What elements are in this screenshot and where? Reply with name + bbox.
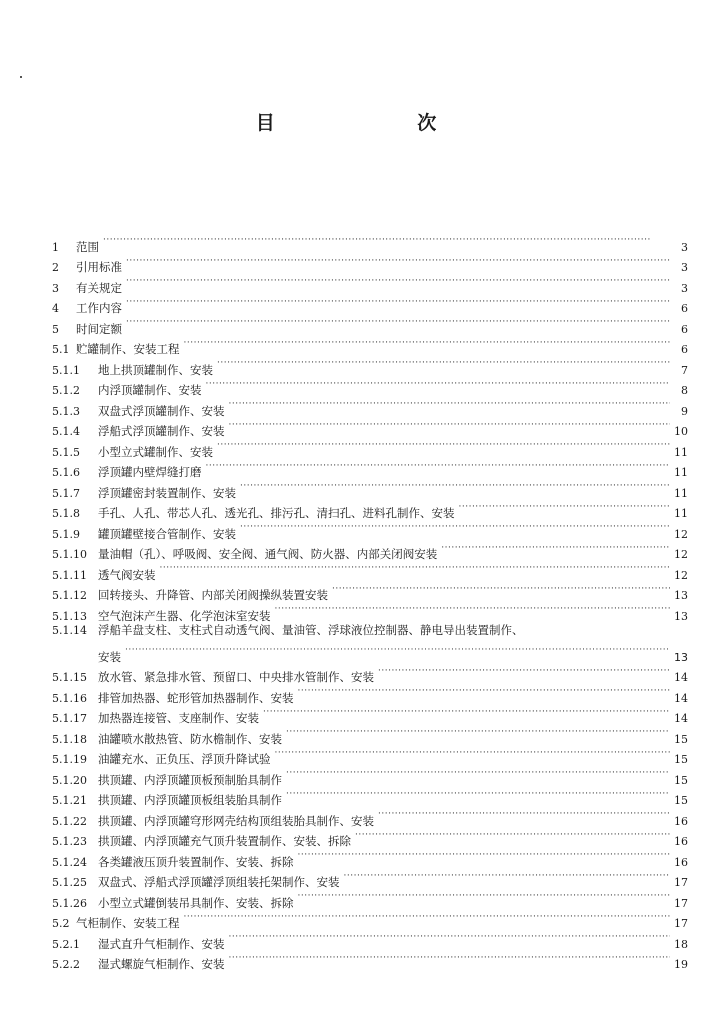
toc-entry-number: 5.1.8 [52, 507, 80, 520]
toc-dot-leader [126, 292, 670, 313]
toc-dot-leader [378, 661, 670, 682]
toc-entry-title: 引用标准 [76, 260, 122, 274]
toc-entry-page: 15 [674, 753, 688, 766]
toc-entry-title: 内浮顶罐制作、安装 [98, 383, 202, 397]
toc-dot-leader [344, 866, 671, 887]
toc-entry-page: 6 [681, 343, 688, 356]
toc-entry [52, 271, 688, 295]
toc-entry-page: 13 [674, 650, 688, 664]
toc-entry-page: 11 [674, 486, 688, 500]
toc-entry-number: 5.1.26 [52, 896, 87, 910]
toc-entry-number: 3 [52, 281, 59, 295]
toc-entry-title: 湿式螺旋气柜制作、安装 [98, 957, 225, 971]
toc-entry [52, 312, 688, 336]
toc-dot-leader [206, 374, 671, 395]
toc-dot-leader [355, 825, 670, 846]
toc-entry-number: 5.1.3 [52, 404, 80, 418]
toc-dot-leader [125, 640, 670, 661]
toc-dot-leader [240, 476, 670, 497]
toc-entry-title: 排管加热器、蛇形管加热器制作、安装 [98, 690, 294, 705]
toc-dot-leader [217, 353, 670, 374]
toc-entry-title: 范围 [76, 239, 99, 254]
toc-entry-line [52, 620, 688, 641]
toc-entry-page: 18 [674, 937, 688, 951]
toc-entry-number: 5.1.23 [52, 835, 87, 848]
toc-entry-number: 5.1.22 [52, 814, 87, 828]
toc-dot-leader [298, 845, 671, 866]
toc-entry-page: 3 [681, 281, 688, 295]
toc-entry-title: 湿式直升气柜制作、安装 [98, 936, 225, 951]
toc-entry-line [52, 251, 688, 272]
toc-entry-number: 5.1.24 [52, 855, 87, 869]
toc-entry-number: 5.1.11 [52, 568, 87, 582]
toc-entry [52, 292, 688, 313]
toc-entry-page: 12 [674, 548, 688, 561]
toc-entry-title: 双盘式、浮船式浮顶罐浮顶组装托架制作、安装 [98, 875, 340, 889]
toc-entry-number: 5.1.15 [52, 671, 87, 684]
toc-entry-line [52, 271, 688, 295]
toc-entry-page: 14 [674, 671, 688, 684]
toc-dot-leader [275, 599, 671, 620]
toc-entry-line [52, 661, 688, 682]
toc-entry-number: 5.1.10 [52, 548, 87, 561]
toc-entry-number: 4 [52, 302, 59, 315]
toc-dot-leader [332, 579, 670, 600]
toc-entry-number: 5.1.18 [52, 732, 87, 746]
toc-entry-number: 5.1.1 [52, 363, 80, 377]
toc-entry-title: 手孔、人孔、带芯人孔、透光孔、排污孔、清扫孔、进料孔制作、安装 [98, 506, 455, 520]
toc-entry-page: 6 [681, 322, 688, 336]
toc-entry-number: 5.2.2 [52, 958, 80, 971]
toc-entry-number: 1 [52, 240, 59, 254]
toc-entry-page: 16 [674, 855, 688, 869]
toc-entry-page: 3 [681, 261, 688, 274]
toc-entry-page: 6 [681, 302, 688, 315]
toc-entry-number: 5.1.14 [52, 623, 87, 637]
toc-entry-page: 17 [674, 917, 688, 930]
scan-speck [20, 76, 22, 78]
toc-entry-title: 空气泡沫产生器、化学泡沫室安装 [98, 608, 271, 623]
toc-dot-leader [263, 702, 670, 723]
toc-entry-number: 5.1.16 [52, 691, 87, 705]
toc-dot-leader [298, 886, 671, 907]
toc-entry-number: 5.1.12 [52, 589, 87, 602]
toc-entry-number: 5.1.21 [52, 794, 87, 807]
toc-entry-title: 拱顶罐、内浮顶罐顶板组装胎具制作 [98, 793, 282, 807]
toc-entry-number: 5.1.19 [52, 753, 87, 766]
toc-dot-leader [184, 333, 671, 354]
toc-entry-page: 14 [674, 712, 688, 725]
toc-entry-number: 5 [52, 322, 59, 336]
toc-entry-title: 地上拱顶罐制作、安装 [98, 362, 213, 377]
toc-entry-number: 5.1.9 [52, 527, 80, 541]
toc-dot-leader [126, 251, 670, 272]
toc-entry-number: 5.1 [52, 343, 70, 356]
toc-entry-page: 11 [674, 507, 688, 520]
toc-entry-page: 15 [674, 773, 688, 787]
toc-entry-title: 罐顶罐壁接合管制作、安装 [98, 526, 236, 541]
toc-dot-leader [229, 394, 671, 415]
toc-entry-title: 双盘式浮顶罐制作、安装 [98, 403, 225, 418]
toc-entry-title: 贮罐制作、安装工程 [76, 342, 180, 356]
toc-dot-leader [184, 907, 671, 928]
toc-entry-title: 加热器连接管、支座制作、安装 [98, 711, 259, 725]
toc-dot-leader [275, 743, 671, 764]
toc-entry-title: 各类罐液压顶升装置制作、安装、拆除 [98, 854, 294, 869]
toc-dot-leader [229, 927, 671, 948]
toc-dot-leader [126, 271, 670, 292]
toc-entry-title: 小型立式罐倒装吊具制作、安装、拆除 [98, 895, 294, 910]
toc-entry-title: 拱顶罐、内浮顶罐穹形网壳结构顶组装胎具制作、安装 [98, 813, 374, 828]
toc-entry-number: 5.2 [52, 917, 70, 930]
toc-entry-line [52, 230, 688, 254]
toc-dot-leader [298, 681, 671, 702]
toc-entry-number: 5.2.1 [52, 937, 80, 951]
toc-entry-title: 有关规定 [76, 280, 122, 295]
toc-entry-page: 7 [681, 363, 688, 377]
toc-dot-leader [217, 435, 670, 456]
toc-entry-line [52, 333, 688, 354]
toc-entry-title: 时间定额 [76, 321, 122, 336]
toc-entry-page: 17 [674, 876, 688, 889]
toc-entry [52, 620, 688, 664]
toc-dot-leader [286, 722, 670, 743]
toc-entry-page: 15 [674, 794, 688, 807]
toc-entry-page: 17 [674, 896, 688, 910]
toc-entry-title: 浮船式浮顶罐制作、安装 [98, 424, 225, 438]
toc-entry-number: 5.1.17 [52, 712, 87, 725]
page-title: 目 次 [255, 112, 505, 134]
toc-dot-leader [206, 456, 671, 477]
toc-entry-number: 5.1.13 [52, 609, 87, 623]
toc-entry-page: 3 [681, 240, 688, 254]
toc-entry-title: 小型立式罐制作、安装 [98, 444, 213, 459]
toc-dot-leader [378, 804, 670, 825]
toc-entry-title: 透气阀安装 [98, 567, 156, 582]
toc-entry-number: 2 [52, 261, 59, 274]
toc-dot-leader [103, 230, 670, 251]
toc-entry [52, 251, 688, 272]
toc-entry-number: 5.1.5 [52, 445, 80, 459]
toc-dot-leader [240, 517, 670, 538]
toc-dot-leader [286, 784, 670, 805]
toc-entry-page: 16 [674, 835, 688, 848]
toc-entry-title: 拱顶罐、内浮顶罐顶板预制胎具制作 [98, 772, 282, 787]
toc-entry-number: 5.1.25 [52, 876, 87, 889]
toc-entry-title: 拱顶罐、内浮顶罐充气顶升装置制作、安装、拆除 [98, 834, 351, 848]
toc-entry-page: 8 [681, 384, 688, 397]
toc-entry-page: 11 [674, 445, 688, 459]
toc-entry-title: 回转接头、升降管、内部关闭阀操纵装置安装 [98, 588, 328, 602]
toc-dot-leader [441, 538, 670, 559]
toc-entry-line [52, 312, 688, 336]
toc-entry-title: 油罐充水、正负压、浮顶升降试验 [98, 752, 271, 766]
toc-entry-continuation [52, 640, 688, 664]
toc-entry-page: 14 [674, 691, 688, 705]
toc-entry-page: 13 [674, 609, 688, 623]
toc-entry-page: 10 [674, 425, 688, 438]
toc-entry-page: 13 [674, 589, 688, 602]
toc-entry-number: 5.1.4 [52, 425, 80, 438]
toc-entry-line [52, 292, 688, 313]
toc-entry-title: 浮船羊盘支柱、支柱式自动透气阀、量油管、浮球液位控制器、静电导出装置制作、 [98, 622, 524, 637]
toc-dot-leader [459, 497, 671, 518]
toc-entry-page: 11 [674, 466, 688, 479]
toc-entry-title: 放水管、紧急排水管、预留口、中央排水管制作、安装 [98, 670, 374, 684]
toc-entry-number: 5.1.6 [52, 466, 80, 479]
toc-entry-number: 5.1.20 [52, 773, 87, 787]
toc-entry-title: 浮顶罐密封装置制作、安装 [98, 485, 236, 500]
toc-entry-page: 12 [674, 568, 688, 582]
toc-entry-title: 工作内容 [76, 301, 122, 315]
toc-dot-leader [229, 948, 671, 969]
toc-entry [52, 333, 688, 354]
toc-entry-page: 16 [674, 814, 688, 828]
toc-entry [52, 230, 688, 254]
toc-dot-leader [126, 312, 670, 333]
toc-dot-leader [160, 558, 671, 579]
toc-entry-page: 9 [681, 404, 688, 418]
toc-entry-title: 气柜制作、安装工程 [76, 916, 180, 930]
toc-dot-leader [286, 763, 670, 784]
toc-entry-title: 油罐喷水散热管、防水檐制作、安装 [98, 731, 282, 746]
toc-entry-number: 5.1.2 [52, 384, 80, 397]
toc-entry-page: 15 [674, 732, 688, 746]
toc-entry-title: 浮顶罐内壁焊缝打磨 [98, 465, 202, 479]
toc-entry-page: 12 [674, 527, 688, 541]
toc-entry [52, 661, 688, 682]
toc-entry-number: 5.1.7 [52, 486, 80, 500]
toc-dot-leader [229, 415, 671, 436]
toc-entry-title: 量油帽（孔）、呼吸阀、安全阀、通气阀、防火器、内部关闭阀安装 [98, 547, 438, 561]
toc-entry-page: 19 [674, 958, 688, 971]
table-of-contents [52, 230, 688, 971]
toc-entry-title-continued: 安装 [98, 649, 121, 664]
